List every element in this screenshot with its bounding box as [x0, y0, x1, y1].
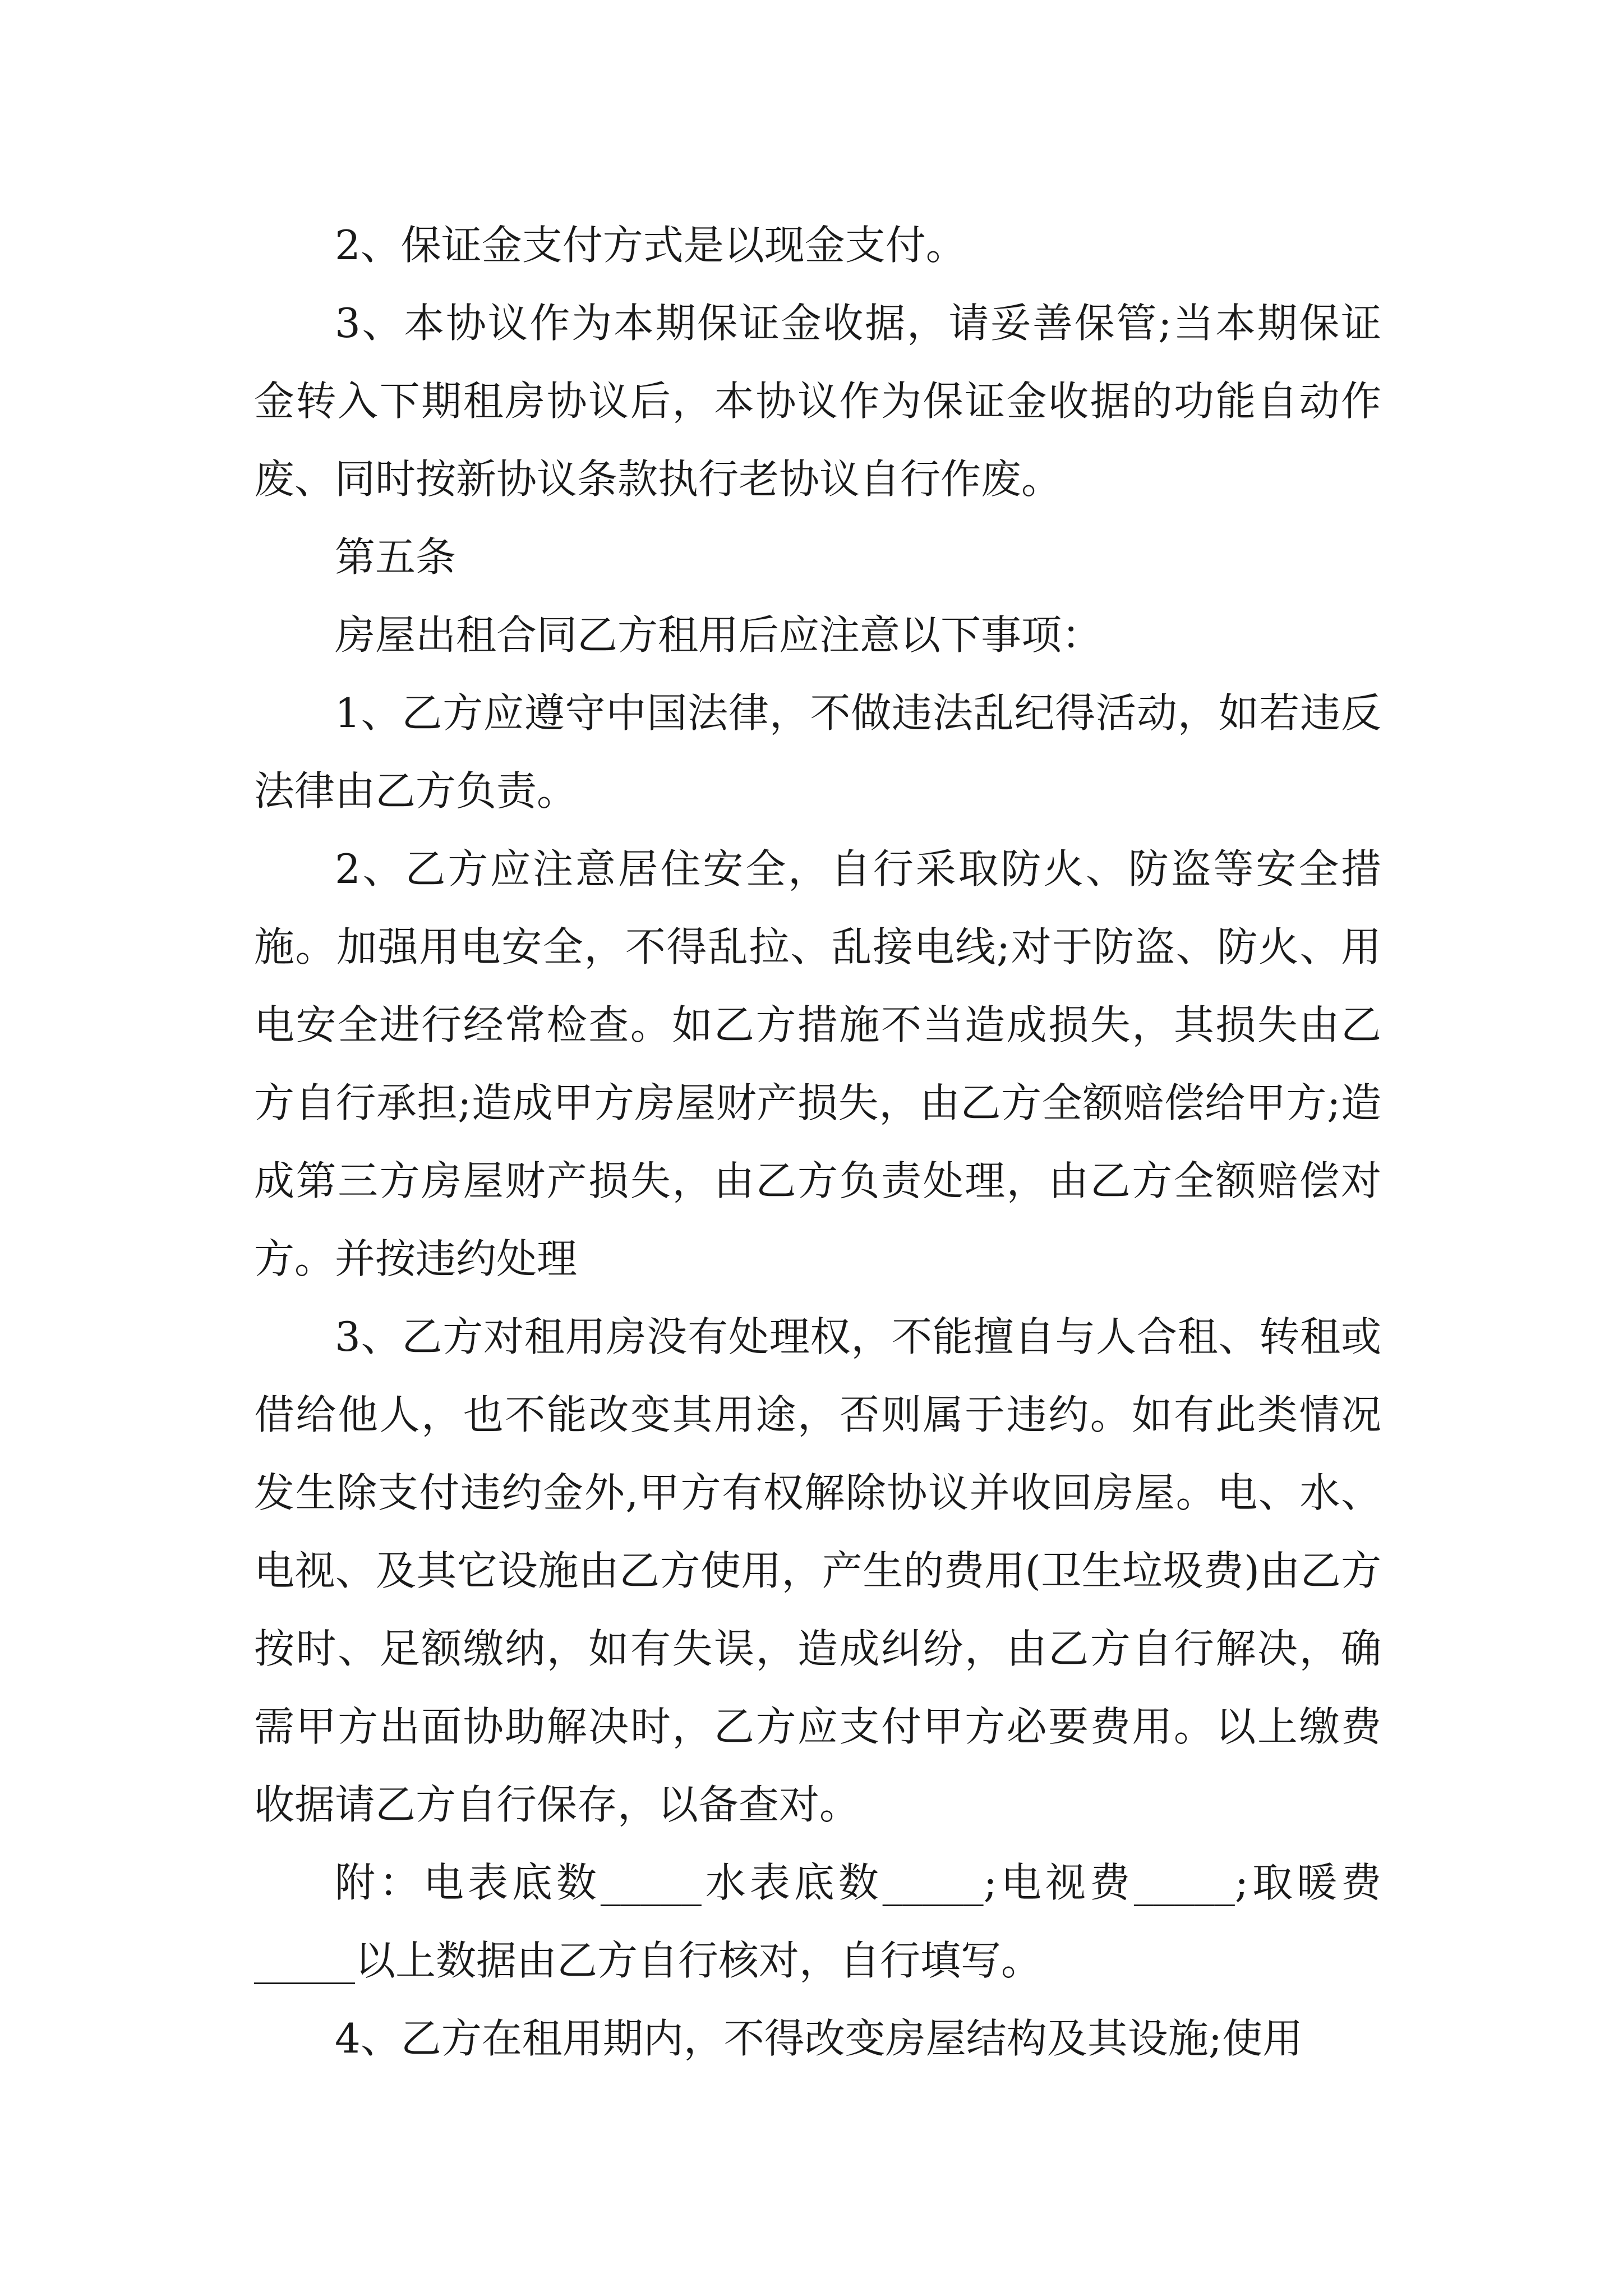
paragraph-deposit-receipt: 3、本协议作为本期保证金收据，请妥善保管;当本期保证金转入下期租房协议后，本协议作为保证金收据的功能自动作废、同时按新协议条款执行老协议自行作废。	[254, 300, 1381, 503]
article-heading: 第五条	[335, 533, 457, 581]
document-body	[254, 206, 1381, 2078]
paragraph-item-1: 1、乙方应遵守中国法律，不做违法乱纪得活动，如若违反法律由乙方负责。	[254, 689, 1381, 815]
paragraph-notice-intro: 房屋出租合同乙方租用后应注意以下事项：	[335, 611, 1103, 659]
paragraph-meter-readings: 附：电表底数_____水表底数_____;电视费_____;取暖费_____以上数据由乙方自行核对，自行填写。	[254, 1859, 1381, 1984]
paragraph-deposit-payment: 2、保证金支付方式是以现金支付。	[335, 222, 966, 269]
paragraph-item-4: 4、乙方在租用期内，不得改变房屋结构及其设施;使用	[335, 2015, 1303, 2062]
paragraph-item-2: 2、乙方应注意居住安全，自行采取防火、防盗等安全措施。加强用电安全，不得乱拉、乱接电线;对于防盗、防火、用电安全进行经常检查。如乙方措施不当造成损失，其损失由乙方自行承担;造成甲方房屋财产损失，由乙方全额赔偿给甲方;造成第三方房屋财产损失，由乙方负责处理，由乙方全额赔偿对方。并按违约处理	[254, 845, 1381, 1282]
paragraph-item-3: 3、乙方对租用房没有处理权，不能擅自与人合租、转租或借给他人，也不能改变其用途，否则属于违约。如有此类情况发生除支付违约金外,甲方有权解除协议并收回房屋。电、水、电视、及其它设施由乙方使用，产生的费用(卫生垃圾费)由乙方按时、足额缴纳，如有失误，造成纠纷，由乙方自行解决，确需甲方出面协助解决时，乙方应支付甲方必要费用。以上缴费收据请乙方自行保存，以备查对。	[254, 1313, 1381, 1828]
